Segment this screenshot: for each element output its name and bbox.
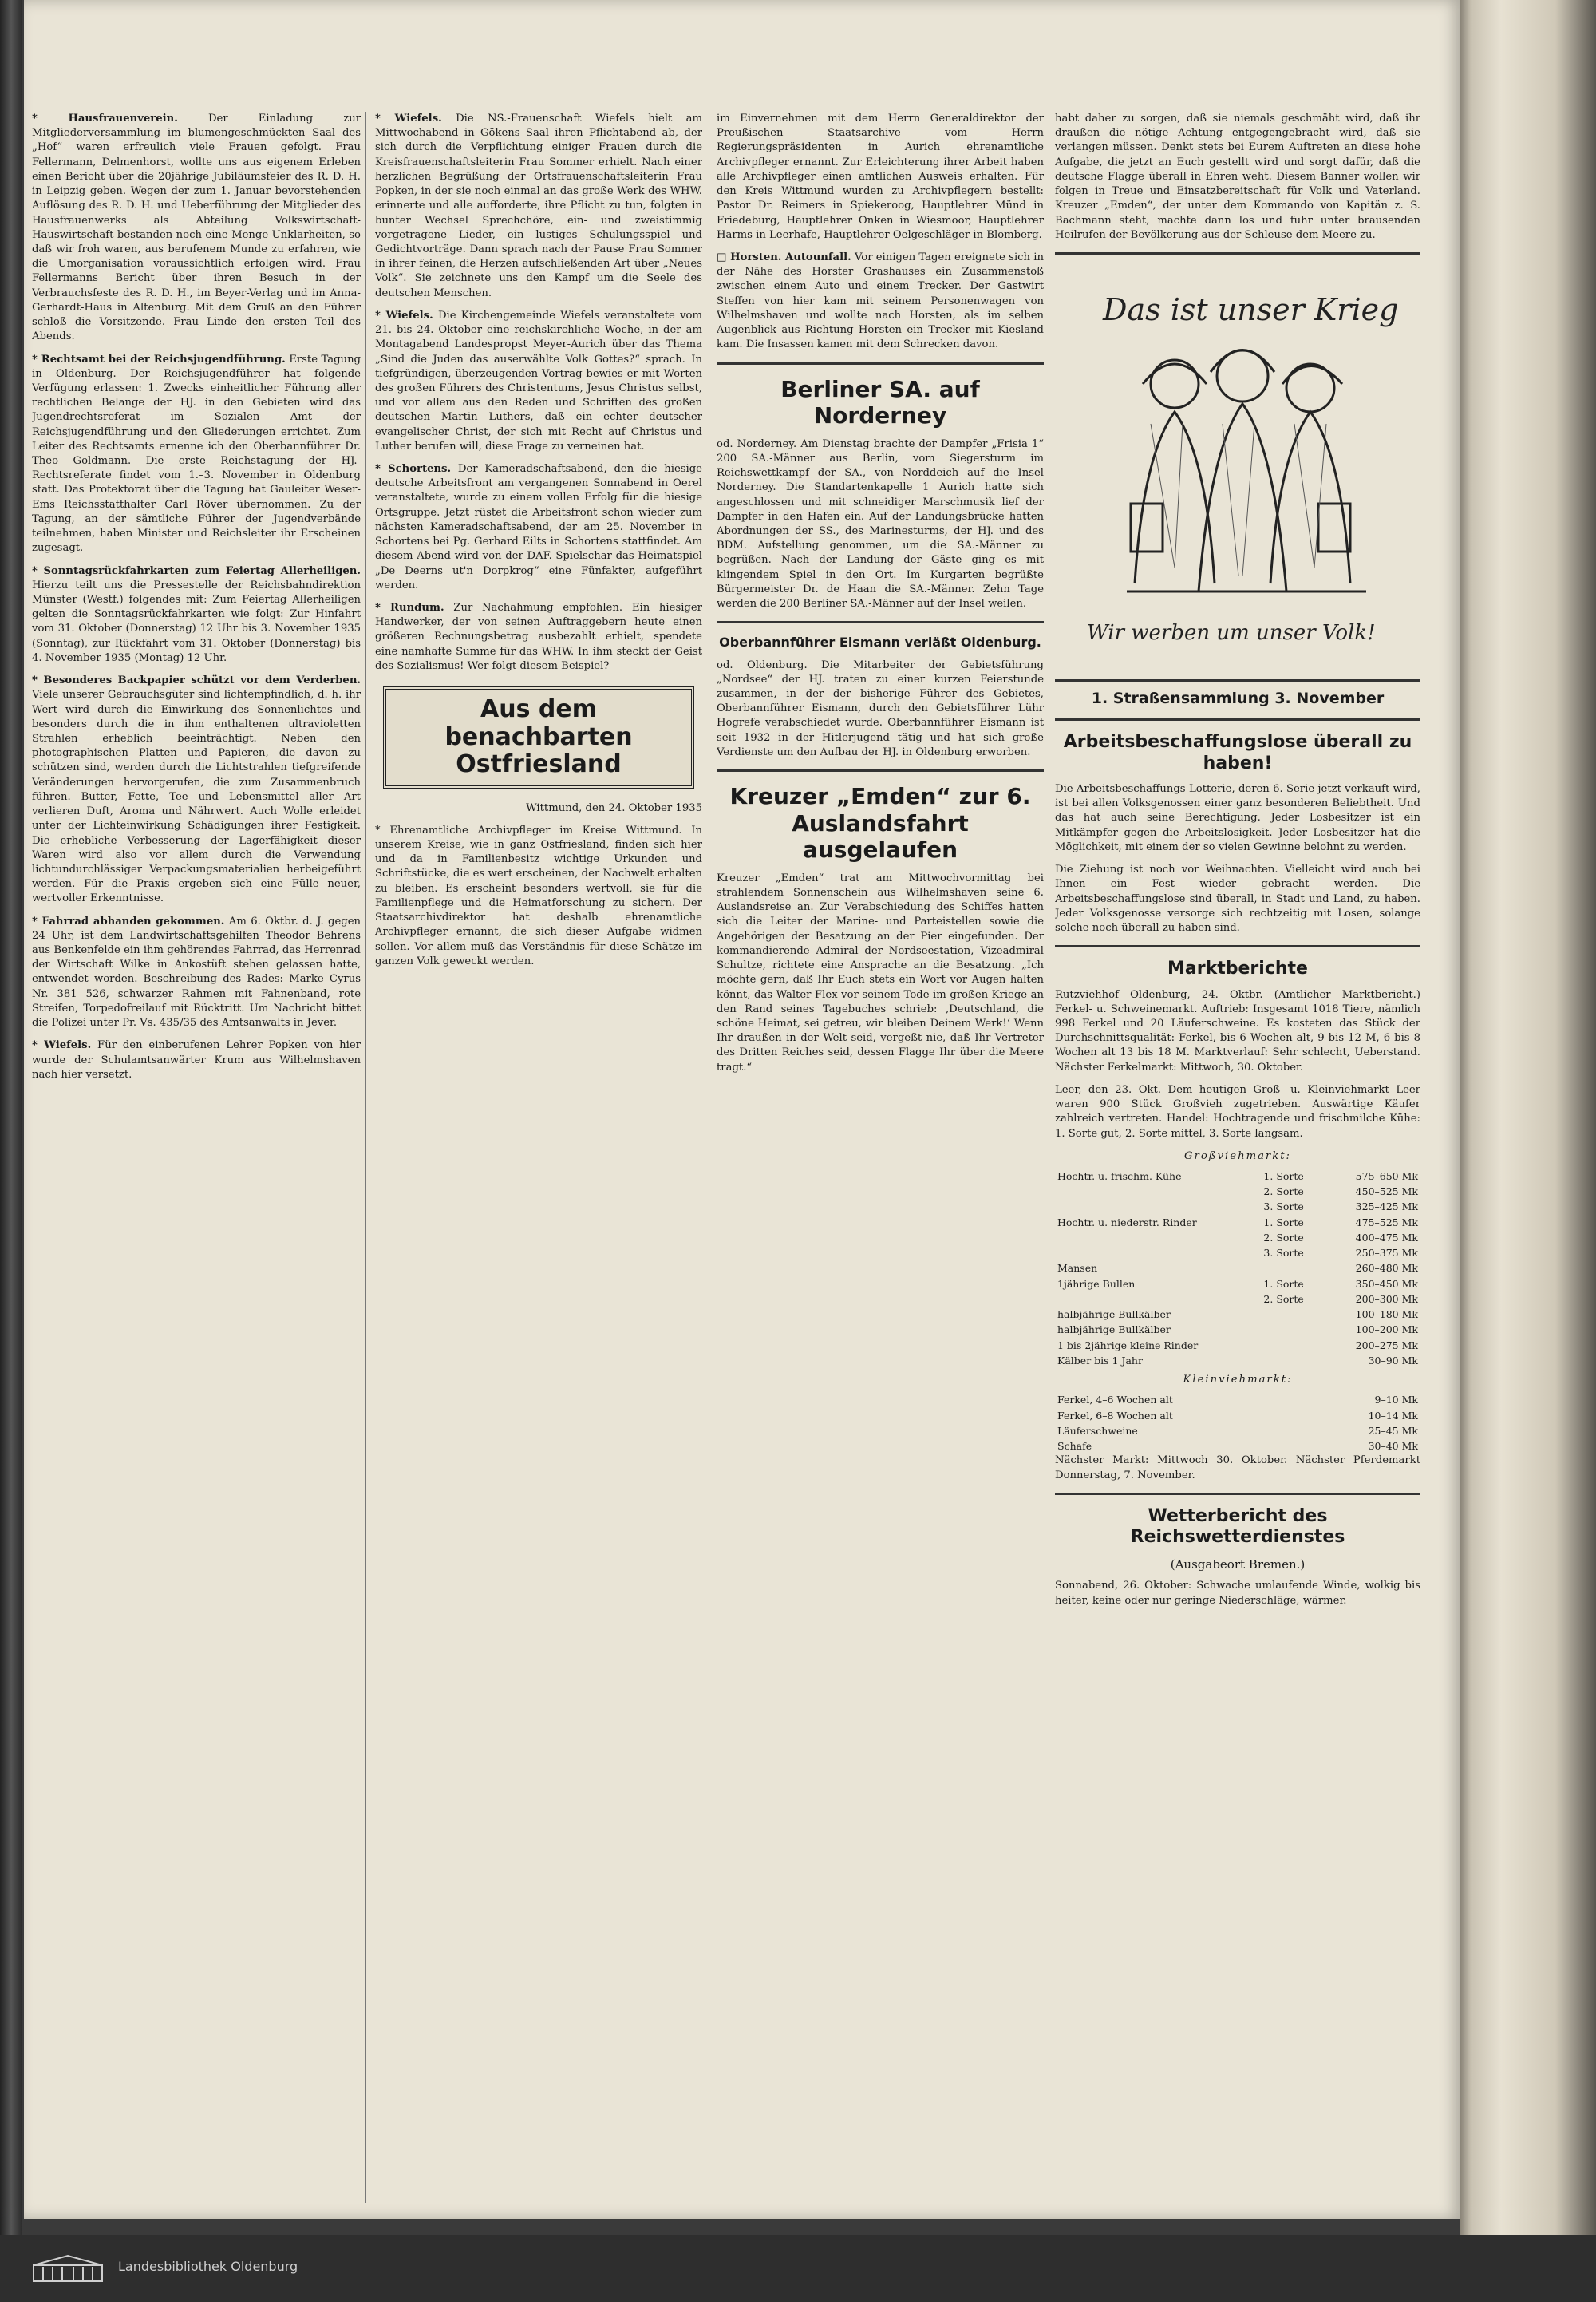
table-cell: 350–450 Mk [1355, 1277, 1418, 1290]
article-lead: * Fahrrad abhanden gekommen. [32, 915, 225, 928]
divider [717, 362, 1044, 365]
table-cell: 100–200 Mk [1355, 1323, 1418, 1336]
table-cell: 575–650 Mk [1355, 1169, 1418, 1182]
market-next: Nächster Markt: Mittwoch 30. Oktober. Nächster Pferdemarkt Donnerstag, 7. November. [1055, 1454, 1420, 1481]
divider [1055, 718, 1420, 721]
ad-text-line2: Wir werben um unser Volk! [1087, 620, 1376, 645]
wetter-text: Sonnabend, 26. Oktober: Schwache umlaufende Winde, wolkig bis heiter, keine oder nur geringe Niederschläge, wärmer. [1055, 1580, 1420, 1607]
article-lead: * Wiefels. [32, 1039, 92, 1052]
article-fahrrad [32, 915, 361, 1031]
table-cell: Hochtr. u. frischm. Kühe [1057, 1169, 1182, 1182]
article-rechtsamt [32, 353, 361, 556]
table-cell: 30–90 Mk [1368, 1354, 1418, 1367]
column-3 [717, 112, 1044, 2203]
article-wiefels-lehrer [32, 1038, 361, 1082]
article-kirchengemeinde [375, 309, 702, 454]
ad-text-line1: Das ist unser Krieg [1103, 291, 1399, 327]
article-lead: * Wiefels. [375, 309, 433, 322]
article-body: Die NS.-Frauenschaft Wiefels hielt am Mittwochabend in Gökens Saal ihren Pflichtabend ab, der sich durch die Verpflichtung einiger Frauen durch die Kreisfrauenschaftsleiterin Frau Sommer erhielt. Nach einer herzlichen Begrüßung der Ortsfrauenschaftsleiterin Frau Popken, in der sie noch einmal an das große Werk des WHW. erinnerte und alle aufforderte, ihre Pflicht zu tun, folgten in bunter Wechsel Sprechchöre, ein- und zweistimmig vorgetragene Lieder, ein lustiges Schulungsspiel und Gedichtvorträge. Dann sprach nach der Pause Frau Sommer in ihrer feinen, die Herzen aufschließenden Art über „Neues Volk“. Sie zeichnete uns den Kampf um die Seele des deutschen Menschen. [375, 113, 702, 299]
table-row [1055, 1338, 1420, 1353]
article-lose-1: Die Arbeitsbeschaffungs-Lotterie, deren 6. Serie jetzt verkauft wird, ist bei allen Volksgenossen einer ganz besonderen Beliebtheit. Und das hat auch seine Berechtigung. Jeder Losbesitzer ist ein Mitkämpfer gegen die Arbeitslosigkeit. Jeder Losbesitzer hat die Möglichkeit, mit einem der so vielen Gewinne belohnt zu werden. [1055, 782, 1420, 853]
table-cell [1055, 1230, 1261, 1245]
section-kleinvieh: Kleinviehmarkt: [1183, 1374, 1293, 1386]
article-backpapier [32, 674, 361, 907]
column-rule [365, 112, 366, 2203]
table-cell: 1jährige Bullen [1057, 1277, 1136, 1290]
article-berliner-sa: od. Norderney. Am Dienstag brachte der Dampfer „Frisia 1“ 200 SA.-Männer aus Berlin, vom Siegersturm im Reichswettkampf der SA., von Norddeich auf die Insel Norderney. Die Standartenkapelle 1 Aurich hatte sich angeschlossen und mit schneidiger Marschmusik lief der Dampfer in den Hafen ein. Auf der Landungsbrücke hatten Abordnungen der SS., des Marinesturms, der HJ. und des BDM. Aufstellung genommen, um die SA.-Männer zu begrüßen. Nach der Landung der Gäste ging es mit klingendem Spiel in den Ort. Im Kurgarten begrüßte Bürgermeister Dr. de Haan die SA.-Männer. Zehn Tage werden die 200 Berliner SA.-Männer auf der Insel weilen. [717, 437, 1044, 611]
article-lead: □ Horsten. Autounfall. [717, 251, 851, 263]
table-cell: 2. Sorte [1263, 1231, 1304, 1244]
table-cell: Läuferschweine [1057, 1424, 1138, 1437]
table-row [1055, 1215, 1420, 1230]
divider [717, 621, 1044, 623]
section-title-ostfriesland: Aus dem benachbarten Ostfriesland [383, 686, 694, 789]
table-row [1055, 1260, 1420, 1276]
table-cell: 1. Sorte [1263, 1169, 1304, 1182]
table-cell: 400–475 Mk [1355, 1231, 1418, 1244]
article-lose-2: Die Ziehung ist noch vor Weihnachten. Vielleicht wird auch bei Ihnen ein Fest wieder gebracht werden. Die Arbeitsbeschaffungslose sind überall, in Stadt und Land, zu haben. Jeder Volksgenosse versorge sich rechtzeitig mit Losen, solange solche noch überall zu haben sind. [1055, 864, 1420, 934]
article-kreuzer-emden: Kreuzer „Emden“ trat am Mittwochvormittag bei strahlendem Sonnenschein aus Wilhelmshaven seine 6. Auslandsreise an. Zur Verabschiedung des Schiffes hatten sich die Leiter der Marine- und Parteistellen sowie die Angehörigen der Besatzung an der Pier eingefunden. Der kommandierende Admiral der Nordseestation, Vizeadmiral Schultze, richtete eine Ansprache an die Besatzung. „Ich möchte gern, daß Ihr Euch stets ein Wort vor Augen halten könnt, das Walter Flex vor seinem Tode im großen Kriege an den Rand seines Tagebuches schrieb: ‚Deutschland, die schöne Heimat, sei getreu, wir bleiben Deinem Werk!‘ Wenn Ihr draußen in der Welt seid, vergeßt nie, daß Ihr Vertreter des Dritten Reiches seid, dessen Flagge Ihr über die Meere tragt.“ [717, 872, 1044, 1074]
whw-advertisement [1055, 264, 1420, 682]
article-rundum [375, 601, 702, 674]
article-body: Vor einigen Tagen ereignete sich in der Nähe des Horster Grashauses ein Zusammenstoß zwischen einem Auto und einem Trecker. Der Gastwirt Steffen von hier kam mit seinem Personenwagen von Wilhelmshaven und wollte nach Horsten, als im selben Augenblick aus Richtung Horsten ein Trecker mit Kiesland kam. Die Insassen kamen mit dem Schrecken davon. [717, 251, 1044, 351]
table-cell [1055, 1245, 1261, 1260]
headline-arbeitsbeschaffungslose: Arbeitsbeschaffungslose überall zu haben! [1063, 732, 1412, 773]
table-cell: 100–180 Mk [1355, 1308, 1418, 1321]
article-hausfrauenverein [32, 112, 361, 345]
headline-marktberichte: Marktberichte [1167, 959, 1308, 979]
article-lead: * Rundum. [375, 602, 444, 614]
article-body: Der Kameradschaftsabend, den die hiesige deutsche Arbeitsfront am vergangenen Sonnabend in Oerel veranstaltete, wurde zu einem vollen Erfolg für die hiesige Ortsgruppe. Jetzt rüstet die Arbeitsfront schon wieder zum nächsten Kameradschaftsabend, der am 25. November in Schortens bei Pg. Gerhard Eilts in Schortens stattfindet. Am diesem Abend wird von der DAF.-Spielschar das Heimatspiel „De Deerns ut'n Dorpkrog“ eine Fünfakter, aufgeführt werden. [375, 463, 702, 591]
table-row [1055, 1230, 1420, 1245]
article-frauenschaft [375, 112, 702, 301]
table-row [1055, 1353, 1420, 1368]
table-row [1055, 1322, 1420, 1337]
table-cell: 250–375 Mk [1355, 1247, 1418, 1260]
article-lead: * Besonderes Backpapier schützt vor dem Verderben. [32, 674, 361, 687]
article-eismann: od. Oldenburg. Die Mitarbeiter der Gebietsführung „Nordsee“ der HJ. traten zu einer kurzen Feierstunde zusammen, in der der bisherige Führer des Gebietes, Oberbannführer Eismann, durch den Gebietsführer Lühr Hogrefe verabschiedet wurde. Oberbannführer Eismann ist seit 1932 in der Hitlerjugend tätig und hat sich große Verdienste um den Aufbau der HJ. in Oldenburg erworben. [717, 659, 1044, 758]
article-lead: * Sonntagsrückfahrkarten zum Feiertag Allerheiligen. [32, 564, 361, 577]
whw-illustration [1055, 264, 1420, 679]
article-body: Erste Tagung in Oldenburg. Der Reichsjugendführer hat folgende Verfügung erlassen: 1. Zwecks einheitlicher Führung aller rechtlichen Belange der HJ. in den Gebieten wird das Jugendrechtsreferat im Sozialen Amt der Reichsjugendführung und den Gliederungen errichtet. Zum Leiter des Rechtsamts ernenne ich den Oberbannführer Dr. Theo Goldmann. Die erste Reichstagung der HJ.-Rechtsreferate findet vom 1.–3. November in Oldenburg statt. Das Protektorat über die Tagung hat Gauleiter Weser-Ems Reichsstatthalter Carl Röver übernommen. Zu der Tagung, an der sämtliche Führer der Jugendverbände teilnehmen, haben Minister und Reichsleiter ihr Erscheinen zugesagt. [32, 353, 361, 555]
table-cell [1261, 1307, 1325, 1322]
table-cell: 30–40 Mk [1368, 1440, 1418, 1453]
table-cell: 200–275 Mk [1355, 1339, 1418, 1351]
table-cell: Hochtr. u. niederstr. Rinder [1057, 1216, 1197, 1228]
table-row [1055, 1291, 1420, 1307]
table-cell [1261, 1338, 1325, 1353]
headline-eismann: Oberbannführer Eismann verläßt Oldenburg. [719, 635, 1041, 651]
price-table-grossvieh [1055, 1169, 1420, 1368]
article-sonntagsrueckfahrkarten [32, 564, 361, 666]
table-cell: 325–425 Mk [1355, 1200, 1418, 1213]
article-body: Die Kirchengemeinde Wiefels veranstaltete vom 21. bis 24. Oktober eine reichskirchliche Woche, in der am Montagabend Landespropst Meyer-Aurich über das Thema „Sind die Juden das auserwählte Volk Gottes?“ sprach. In tiefgründigen, überzeugenden Vortrag bewies er mit Worten des großen Führers des Christentums, Jesus Christus selbst, und vor allem aus den Reden und Schriften des großen deutschen Martin Luthers, daß ein echter deutscher evangelischer Christ, der sich mit Recht auf Christus und Luther berufen will, diese Frage zu verneinen hat. [375, 309, 702, 453]
headline-kreuzer-emden: Kreuzer „Emden“ zur 6. Auslandsfahrt ausgelaufen [729, 783, 1031, 864]
newspaper-page [24, 0, 1460, 2219]
section-grossvieh: Großviehmarkt: [1184, 1149, 1291, 1162]
market-leer: Leer, den 23. Okt. Dem heutigen Groß- u. Kleinviehmarkt Leer waren 900 Stück Großvieh zugetrieben. Auswärtige Käufer zahlreich vertreten. Handel: Hochtragende und frischmilche Kühe: 1. Sorte gut, 2. Sorte mittel, 3. Sorte langsam. [1055, 1083, 1420, 1140]
table-cell [1055, 1199, 1261, 1214]
article-archivpfleger-cont: im Einvernehmen mit dem Herrn Generaldirektor der Preußischen Staatsarchive vom Herrn Regierungspräsidenten in Aurich ehrenamtliche Archivpfleger ernannt. Zur Erleichterung ihrer Arbeit haben alle Archivpfleger einen amtlichen Ausweis erhalten. Für den Kreis Wittmund wurden zu Archivpflegern bestellt: Pastor Dr. Reimers in Spiekeroog, Hauptlehrer Münd in Friedeburg, Hauptlehrer Onken in Wiesmoor, Hauptlehrer Harms in Leerhafe, Hauptlehrer Oelgeschläger in Blomberg. [717, 113, 1044, 241]
table-row [1055, 1438, 1420, 1454]
column-2 [375, 112, 702, 2203]
wetter-subtitle: (Ausgabeort Bremen.) [1170, 1556, 1306, 1572]
divider [1055, 945, 1420, 947]
table-row [1055, 1423, 1420, 1438]
dateline: Wittmund, den 24. Oktober 1935 [526, 801, 702, 814]
table-cell [1055, 1184, 1261, 1199]
article-body: Für den einberufenen Lehrer Popken von hier wurde der Schulamtsanwärter Krum aus Wilhelmshaven nach hier versetzt. [32, 1039, 361, 1081]
article-archivpfleger: * Ehrenamtliche Archivpfleger im Kreise Wittmund. In unserem Kreise, wie in ganz Ostfriesland, finden sich hier und da in Familienbesitz wichtige Urkunden und Schriftstücke, die es wert erscheinen, der Nachwelt erhalten zu bleiben. Es erscheint besonders wertvoll, sie für die Familienpflege und die Heimatforschung zu sichern. Der Staatsarchivdirektor hat deshalb ehrenamtliche Archivpfleger ernannt, die sich dieser Aufgabe widmen sollen. Vor allem muß das Verständnis für diese Schätze im ganzen Volk geweckt werden. [375, 824, 702, 967]
market-oldenburg: Rutzviehhof Oldenburg, 24. Oktbr. (Amtlicher Marktbericht.) Ferkel- u. Schweinemarkt. Auftrieb: Insgesamt 1018 Tiere, nämlich 998 Ferkel und 20 Läuferschweine. Es kosteten das Stück der Durchschnittsqualität: Ferkel, bis 6 Wochen alt, 9 bis 12 M, 6 bis 8 Wochen alt 13 bis 18 M. Marktverlauf: Sehr schlecht, Ueberstand. Nächster Ferkelmarkt: Mittwoch, 30. Oktober. [1055, 988, 1420, 1074]
article-horsten [717, 251, 1044, 353]
table-cell: Ferkel, 6–8 Wochen alt [1057, 1409, 1173, 1422]
table-cell: halbjährige Bullkälber [1057, 1308, 1171, 1321]
table-cell: 2. Sorte [1263, 1292, 1304, 1305]
article-lead: * Schortens. [375, 463, 452, 476]
headline-berliner-sa: Berliner SA. auf Norderney [780, 375, 980, 429]
table-cell: 1 bis 2jährige kleine Rinder [1057, 1339, 1199, 1351]
column-4 [1055, 112, 1420, 2203]
table-cell: 9–10 Mk [1374, 1394, 1418, 1406]
table-cell: 3. Sorte [1263, 1200, 1304, 1213]
table-cell: Mansen [1057, 1262, 1098, 1275]
table-cell: Kälber bis 1 Jahr [1057, 1354, 1143, 1367]
price-table-kleinvieh [1055, 1392, 1420, 1454]
article-body: Hierzu teilt uns die Pressestelle der Reichsbahndirektion Münster (Westf.) folgendes mit: Zum Feiertag Allerheiligen gelten die Sonntagsrückfahrkarten wie folgt: Zur Hinfahrt vom 31. Oktober (Donnerstag) 12 Uhr bis 3. November 1935 (Sonntag), zur Rückfahrt vom 31. Oktober (Donnerstag) bis 4. November 1935 (Montag) 12 Uhr. [32, 579, 361, 664]
article-kreuzer-emden-cont: habt daher zu sorgen, daß sie niemals geschmäht wird, daß ihr draußen die nötige Achtung entgegengebracht wird, daß sie verlangen müssen. Denkt stets bei Eurem Auftreten an diese hohe Aufgabe, die jetzt an Euch gestellt wird und sorgt dafür, daß die deutsche Flagge überall in Ehren weht. Diesem Banner wollen wir folgen in Treue und Einsatzbereitschaft für Volk und Vaterland. Kreuzer „Emden“, der unter dem Kommando von Kapitän z. S. Bachmann steht, machte dann los und fuhr unter brausenden Heilrufen der Bevölkerung aus der Schleuse dem Meere zu. [1055, 113, 1420, 241]
table-cell: 450–525 Mk [1355, 1185, 1418, 1198]
library-logo-icon [32, 2254, 104, 2283]
table-row [1055, 1307, 1420, 1322]
table-row [1055, 1184, 1420, 1199]
article-lead: * Hausfrauenverein. [32, 113, 178, 125]
table-cell [1261, 1322, 1325, 1337]
table-cell: 3. Sorte [1263, 1247, 1304, 1260]
article-body: Viele unserer Gebrauchsgüter sind lichtempfindlich, d. h. ihr Wert wird durch die Einwirkung des Sonnenlichtes und besonders durch die in ihm enthaltenen ultravioletten Strahlen erheblich beeinträchtigt. Neben den photographischen Platten und Papieren, die davon zu schützen sind, werden durch die Lichtstrahlen tiefgreifende Veränderungen hervorgerufen, die zum Zusammenbruch führen. Butter, Fette, Tee und Lebensmittel aller Art verlieren Duft, Aroma und Nährwert. Auch Wolle erleidet unter der Lichteinwirkung Schädigungen ihrer Festigkeit. Die erhebliche Verbesserung der Lagerfähigkeit dieser Waren wird also vor allem durch die Verwendung lichtundurchlässiger Verpackungsmaterialien herbeigeführt werden. Für die Praxis ergeben sich eine Fülle neuer, wertvoller Erkenntnisse. [32, 689, 361, 905]
table-cell [1261, 1260, 1325, 1276]
article-lead: * Wiefels. [375, 113, 442, 125]
table-cell: 10–14 Mk [1368, 1409, 1418, 1422]
table-row [1055, 1245, 1420, 1260]
headline-wetterbericht: Wetterbericht des Reichswetterdienstes [1130, 1505, 1345, 1548]
table-row [1055, 1408, 1420, 1423]
table-cell: 2. Sorte [1263, 1185, 1304, 1198]
column-1 [32, 112, 361, 2203]
table-cell: Schafe [1057, 1440, 1092, 1453]
article-schortens [375, 462, 702, 593]
table-cell: 260–480 Mk [1355, 1262, 1418, 1275]
table-cell: 25–45 Mk [1368, 1424, 1418, 1437]
collection-caption: 1. Straßensammlung 3. November [1091, 689, 1385, 707]
library-label: Landesbibliothek Oldenburg [118, 2259, 298, 2274]
table-cell: Ferkel, 4–6 Wochen alt [1057, 1394, 1173, 1406]
divider [1055, 1493, 1420, 1495]
divider [717, 769, 1044, 772]
table-cell [1055, 1291, 1261, 1307]
table-cell: 200–300 Mk [1355, 1292, 1418, 1305]
table-cell: 1. Sorte [1263, 1216, 1304, 1228]
table-row [1055, 1169, 1420, 1184]
divider [1055, 252, 1420, 255]
table-row [1055, 1392, 1420, 1407]
article-lead: * Rechtsamt bei der Reichsjugendführung. [32, 353, 286, 366]
footer-bar [0, 2235, 1596, 2302]
book-page-edges [1460, 0, 1596, 2302]
table-cell: halbjährige Bullkälber [1057, 1323, 1171, 1336]
table-cell: 475–525 Mk [1355, 1216, 1418, 1228]
table-cell [1261, 1353, 1325, 1368]
article-body: Am 6. Oktbr. d. J. gegen 24 Uhr, ist dem Landwirtschaftsgehilfen Theodor Behrens aus Benkenfelde ein ihm gehörendes Fahrrad, das Herrenrad der Wirtschaft Wilke in Ankostüft stehen gelassen hatte, entwendet worden. Beschreibung des Rades: Marke Cyrus Nr. 381 526, schwarzer Rahmen mit Fahnenband, rote Streifen, Torpedofreilauf mit Rücktritt. Um Nachricht bittet die Polizei unter Pr. Vs. 435/35 des Amtsanwalts in Jever. [32, 915, 361, 1030]
table-row [1055, 1276, 1420, 1291]
article-body: Zur Nachahmung empfohlen. Ein hiesiger Handwerker, der von seinen Auftraggebern heute einen größeren Rechnungsbetrag ausbezahlt erhielt, spendete eine namhafte Summe für das WHW. In ihm steckt der Geist des Sozialismus! Wer folgt diesem Beispiel? [375, 602, 702, 672]
table-cell: 1. Sorte [1263, 1277, 1304, 1290]
book-spine [0, 0, 22, 2302]
table-row [1055, 1199, 1420, 1214]
article-body: Der Einladung zur Mitgliederversammlung im blumengeschmückten Saal des „Hof“ waren erfreulich viele Frauen gefolgt. Frau Fellermann, Delmenhorst, wollte uns aus eigenem Erleben einen Bericht über die 20jährige Jubiläumsfeier des R. D. H. in Leipzig geben. Wegen der zum 1. Januar bevorstehenden Auflösung des R. D. H. und Ueberführung der Mitglieder des Hausfrauenwerks als Abteilung Volkswirtschaft-Hauswirtschaft bestanden noch eine Menge Unklarheiten, so daß wir froh waren, aus berufenem Munde zu erfahren, wie die Umorganisation voraussichtlich erfolgen wird. Frau Fellermanns Bericht über ihren Besuch in der Verbrauchsfeste des R. D. H., im Beyer-Verlag und im Anna-Gerhardt-Haus in Altenburg. Mit dem Gruß an den Führer schloß die Vorsitzende. Frau Linde den ersten Teil des Abends. [32, 113, 361, 343]
